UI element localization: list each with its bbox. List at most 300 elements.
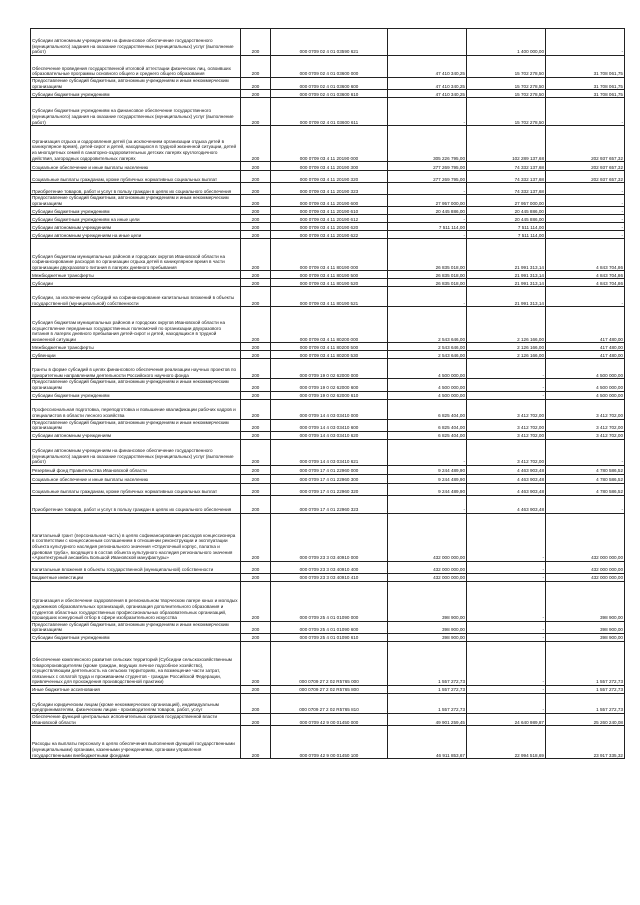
row-code-cell: 200 — [241, 693, 271, 713]
row-kbk-cell: 000 0709 03 4 11 80200 000 — [271, 307, 388, 343]
row-name-cell: Обеспечение проведения государственной итоговой аттестации физических лиц, освоивших образовательные программы основного общего и среднего общего образования — [31, 56, 241, 78]
row-remaining-cell: 23 917 335,32 — [546, 726, 625, 759]
row-approved-cell: - — [388, 439, 467, 465]
row-approved-cell — [388, 29, 467, 56]
table-row — [31, 419, 625, 431]
row-executed-cell: 15 702 278,50 — [467, 78, 546, 90]
row-executed-cell: 2 126 166,00 — [467, 307, 546, 343]
row-remaining-cell: 202 937 657,32 — [546, 126, 625, 162]
row-executed-cell: - — [467, 391, 546, 399]
row-kbk-cell: 000 0709 03 4 11 80190 000 — [271, 239, 388, 271]
row-executed-cell: 7 511 114,00 — [467, 223, 546, 231]
row-kbk-cell: 000 0709 03 4 11 80190 500 — [271, 271, 388, 279]
row-approved-cell: 277 269 795,00 — [388, 162, 467, 171]
row-executed-cell: - — [467, 573, 546, 581]
row-code-cell: 200 — [241, 351, 271, 359]
table-row — [31, 223, 625, 231]
row-name-cell: Иные бюджетные ассигнования — [31, 685, 241, 693]
row-name-cell: Организация и обеспечение оздоровления в региональном творческом лагере юных и молодых художников образовательных организаций, организация дополнительного образования и студентов областных государственных профессиональных образовательных организаций, прошедших конкурсный отбор в сфере изобразительного искусства — [31, 581, 241, 621]
row-kbk-cell: 000 0709 03 4 11 80190 520 — [271, 279, 388, 287]
row-executed-cell: 15 702 278,50 — [467, 56, 546, 78]
row-name-cell: Приобретение товаров, работ и услуг в пользу граждан в целях их социального обеспечения — [31, 183, 241, 195]
row-executed-cell: 20 445 886,00 — [467, 207, 546, 215]
row-code-cell: 200 — [241, 713, 271, 725]
row-name-cell: Субсидии — [31, 279, 241, 287]
row-kbk-cell: 000 0709 17 4 01 22960 320 — [271, 483, 388, 495]
table-row — [31, 162, 625, 171]
row-name-cell: Межбюджетные трансферты — [31, 271, 241, 279]
row-remaining-cell: 432 000 000,00 — [546, 513, 625, 561]
row-code-cell: 200 — [241, 633, 271, 641]
row-remaining-cell: 398 900,00 — [546, 633, 625, 641]
row-code-cell: 200 — [241, 439, 271, 465]
row-name-cell: Субсидии автономным учреждениям на иные цели — [31, 231, 241, 239]
table-row — [31, 271, 625, 279]
row-code-cell: 200 — [241, 279, 271, 287]
table-row — [31, 231, 625, 239]
row-kbk-cell: 000 0709 25 4 01 01090 600 — [271, 621, 388, 633]
table-row — [31, 359, 625, 379]
row-name-cell: Обеспечение комплексного развития сельских территорий (Субсидии сельскохозяйственным товаропроизводителям (кроме граждан, ведущих личное подсобное хозяйство), осуществляющим деятельность на сельских территориях, на возмещение части затрат, связанных с оплатой труда и проживанием студентов - граждан Российской Федерации, привлеченных для прохождения производственной практики) — [31, 641, 241, 685]
row-approved-cell: 432 000 000,00 — [388, 513, 467, 561]
row-executed-cell: 74 332 137,68 — [467, 162, 546, 171]
row-remaining-cell: - — [546, 439, 625, 465]
row-code-cell: 200 — [241, 183, 271, 195]
row-remaining-cell: 4 843 704,86 — [546, 279, 625, 287]
row-kbk-cell: 000 0709 27 2 02 R5765 810 — [271, 693, 388, 713]
row-code-cell: 200 — [241, 171, 271, 183]
row-remaining-cell: 1 557 272,73 — [546, 641, 625, 685]
row-approved-cell: 1 557 272,73 — [388, 641, 467, 685]
row-approved-cell: 9 244 489,90 — [388, 465, 467, 474]
row-remaining-cell: 3 412 702,00 — [546, 399, 625, 419]
row-executed-cell: 3 412 702,00 — [467, 431, 546, 439]
row-code-cell: 200 — [241, 495, 271, 513]
row-executed-cell: 4 463 903,48 — [467, 495, 546, 513]
row-remaining-cell: - — [546, 29, 625, 56]
row-code-cell: 200 — [241, 223, 271, 231]
row-kbk-cell: 000 0709 03 4 11 20190 320 — [271, 171, 388, 183]
row-remaining-cell: 417 480,00 — [546, 351, 625, 359]
table-row — [31, 465, 625, 474]
row-executed-cell: 102 289 137,68 — [467, 126, 546, 162]
row-approved-cell: 4 500 000,00 — [388, 359, 467, 379]
row-name-cell: Субсидии автономным учреждениям на финансовое обеспечение государственного (муниципального) задания на оказание государственных (муниципальных) услуг (выполнение работ) — [31, 439, 241, 465]
row-approved-cell: - — [388, 287, 467, 307]
row-approved-cell: 305 226 795,00 — [388, 126, 467, 162]
row-code-cell: 200 — [241, 29, 271, 56]
table-row — [31, 483, 625, 495]
table-row — [31, 513, 625, 561]
row-name-cell: Предоставление субсидий бюджетным, автономным учреждениям и иным некоммерческим организациям — [31, 195, 241, 207]
row-name-cell: Социальные выплаты гражданам, кроме публичных нормативных социальных выплат — [31, 483, 241, 495]
row-code-cell: 200 — [241, 207, 271, 215]
table-row — [31, 621, 625, 633]
row-kbk-cell: 000 0709 03 4 11 20190 300 — [271, 162, 388, 171]
row-code-cell: 200 — [241, 379, 271, 391]
row-name-cell: Предоставление субсидий бюджетным, автономным учреждениям и иным некоммерческим организациям — [31, 78, 241, 90]
row-approved-cell: 47 410 340,25 — [388, 90, 467, 98]
row-approved-cell: 1 557 272,73 — [388, 685, 467, 693]
row-executed-cell: - — [467, 641, 546, 685]
row-approved-cell: - — [388, 98, 467, 126]
row-remaining-cell: 398 900,00 — [546, 581, 625, 621]
row-approved-cell: 49 901 259,45 — [388, 713, 467, 725]
row-executed-cell: 21 991 313,14 — [467, 271, 546, 279]
row-kbk-cell: 000 0709 03 4 11 80200 530 — [271, 351, 388, 359]
row-remaining-cell: 31 708 061,75 — [546, 56, 625, 78]
row-name-cell: Бюджетные инвестиции — [31, 573, 241, 581]
row-executed-cell: 21 991 313,14 — [467, 239, 546, 271]
row-remaining-cell: 1 557 272,73 — [546, 693, 625, 713]
row-kbk-cell: 000 0709 27 2 02 R5765 000 — [271, 641, 388, 685]
row-code-cell: 200 — [241, 195, 271, 207]
table-row — [31, 685, 625, 693]
row-kbk-cell: 000 0709 03 4 11 20190 000 — [271, 126, 388, 162]
table-row — [31, 279, 625, 287]
budget-execution-table — [30, 28, 625, 759]
row-name-cell: Предоставление субсидий бюджетным, автономным учреждениям и иным некоммерческим организациям — [31, 419, 241, 431]
row-code-cell: 200 — [241, 271, 271, 279]
row-kbk-cell: 000 0709 02 4 01 03600 611 — [271, 98, 388, 126]
row-remaining-cell: - — [546, 215, 625, 223]
row-executed-cell: 15 702 278,50 — [467, 98, 546, 126]
row-kbk-cell: 000 0709 03 4 11 80200 500 — [271, 343, 388, 351]
row-kbk-cell: 000 0709 02 4 01 03600 600 — [271, 78, 388, 90]
row-kbk-cell: 000 0709 14 4 03 03410 600 — [271, 419, 388, 431]
table-row — [31, 239, 625, 271]
row-code-cell: 200 — [241, 90, 271, 98]
row-remaining-cell: 1 557 272,73 — [546, 685, 625, 693]
row-executed-cell: 1 400 000,00 — [467, 29, 546, 56]
row-kbk-cell: 000 0709 02 4 01 03590 621 — [271, 29, 388, 56]
row-remaining-cell: 4 500 000,00 — [546, 391, 625, 399]
row-approved-cell: - — [388, 183, 467, 195]
table-row — [31, 379, 625, 391]
table-row — [31, 307, 625, 343]
row-approved-cell: 9 244 489,90 — [388, 474, 467, 483]
row-name-cell: Резервный фонд Правительства Ивановской области — [31, 465, 241, 474]
row-name-cell: Субсидии автономным учреждениям — [31, 431, 241, 439]
table-row — [31, 693, 625, 713]
row-approved-cell: 6 825 404,00 — [388, 431, 467, 439]
row-executed-cell: 2 126 166,00 — [467, 343, 546, 351]
table-row — [31, 207, 625, 215]
row-executed-cell: 3 412 702,00 — [467, 419, 546, 431]
row-remaining-cell: 4 780 586,52 — [546, 483, 625, 495]
row-code-cell: 200 — [241, 419, 271, 431]
row-approved-cell: 20 445 886,00 — [388, 207, 467, 215]
row-kbk-cell: 000 0709 17 4 01 22960 323 — [271, 495, 388, 513]
row-approved-cell: - — [388, 215, 467, 223]
row-name-cell: Организация отдыха и оздоровления детей (за исключением организации отдыха детей в каникулярное время), детей-сирот и детей, находящихся в трудной жизненной ситуации, детей из многодетных семей в санаторно-оздоровительных детских лагерях круглогодичного действия, загородных оздоровительных лагерях — [31, 126, 241, 162]
row-remaining-cell: 4 500 000,00 — [546, 359, 625, 379]
table-row — [31, 573, 625, 581]
row-approved-cell: 7 511 114,00 — [388, 223, 467, 231]
row-remaining-cell: 4 780 586,52 — [546, 465, 625, 474]
row-approved-cell: - — [388, 231, 467, 239]
row-remaining-cell: - — [546, 207, 625, 215]
row-name-cell: Социальное обеспечение и иные выплаты населению — [31, 474, 241, 483]
table-row — [31, 90, 625, 98]
row-code-cell: 200 — [241, 231, 271, 239]
row-executed-cell: 74 332 137,68 — [467, 171, 546, 183]
row-remaining-cell: 398 900,00 — [546, 621, 625, 633]
row-remaining-cell: 417 480,00 — [546, 307, 625, 343]
row-remaining-cell: 4 843 704,86 — [546, 239, 625, 271]
row-executed-cell: - — [467, 685, 546, 693]
row-name-cell: Субсидии, за исключением субсидий на софинансирование капитальных вложений в объекты государственной (муниципальной) собственности — [31, 287, 241, 307]
row-executed-cell: 24 640 989,87 — [467, 713, 546, 725]
row-approved-cell: 27 957 000,00 — [388, 195, 467, 207]
row-executed-cell: 20 445 886,00 — [467, 215, 546, 223]
row-code-cell: 200 — [241, 359, 271, 379]
row-name-cell: Обеспечение функций центральных исполнительных органов государственной власти Ивановской области — [31, 713, 241, 725]
row-kbk-cell: 000 0709 03 4 11 20190 622 — [271, 231, 388, 239]
row-remaining-cell: 25 260 240,08 — [546, 713, 625, 725]
row-kbk-cell: 000 0709 03 4 11 20190 612 — [271, 215, 388, 223]
row-kbk-cell: 000 0709 25 4 01 01090 610 — [271, 633, 388, 641]
table-row — [31, 633, 625, 641]
table-row — [31, 641, 625, 685]
row-remaining-cell: 31 708 061,75 — [546, 90, 625, 98]
row-executed-cell: 15 702 278,50 — [467, 90, 546, 98]
row-kbk-cell: 000 0709 19 0 02 62000 000 — [271, 359, 388, 379]
row-remaining-cell: 202 937 657,32 — [546, 162, 625, 171]
row-executed-cell: 3 412 702,00 — [467, 439, 546, 465]
row-approved-cell: 9 244 489,90 — [388, 483, 467, 495]
row-approved-cell: 4 500 000,00 — [388, 379, 467, 391]
row-approved-cell: 398 900,00 — [388, 581, 467, 621]
row-code-cell: 200 — [241, 343, 271, 351]
row-code-cell: 200 — [241, 726, 271, 759]
row-name-cell: Капитальный грант (персональная часть) в целях софинансирования расходов концессионера в соответствии с концессионным соглашением в отношении реконструкции и эксплуатации объекта культурного наследия регионального значения «Отделочный корпус, палатка и древовая труба», входящего в состав объекта культурного наследия регионального значения «Архитектурный ансамбль Большой Ивановской мануфактуры» — [31, 513, 241, 561]
row-code-cell: 200 — [241, 56, 271, 78]
row-code-cell: 200 — [241, 162, 271, 171]
row-approved-cell: 26 835 018,00 — [388, 271, 467, 279]
row-name-cell: Приобретение товаров, работ и услуг в пользу граждан в целях их социального обеспечения — [31, 495, 241, 513]
row-kbk-cell: 000 0709 03 4 11 20190 620 — [271, 223, 388, 231]
table-row — [31, 98, 625, 126]
row-kbk-cell: 000 0709 27 2 02 R5765 800 — [271, 685, 388, 693]
row-executed-cell: - — [467, 379, 546, 391]
row-code-cell: 200 — [241, 483, 271, 495]
row-code-cell: 200 — [241, 474, 271, 483]
row-name-cell: Субсидии автономным учреждениям — [31, 223, 241, 231]
row-executed-cell: - — [467, 693, 546, 713]
row-code-cell: 200 — [241, 78, 271, 90]
row-executed-cell: 4 463 903,48 — [467, 465, 546, 474]
table-row — [31, 726, 625, 759]
row-kbk-cell: 000 0709 23 3 03 40910 410 — [271, 573, 388, 581]
row-code-cell: 200 — [241, 513, 271, 561]
row-code-cell: 200 — [241, 561, 271, 573]
row-kbk-cell: 000 0709 23 3 03 40910 000 — [271, 513, 388, 561]
row-executed-cell: 22 994 518,69 — [467, 726, 546, 759]
row-kbk-cell: 000 0709 14 4 03 03410 620 — [271, 431, 388, 439]
row-kbk-cell: 000 0709 03 4 11 20190 610 — [271, 207, 388, 215]
row-code-cell: 200 — [241, 685, 271, 693]
row-code-cell: 200 — [241, 287, 271, 307]
row-name-cell: Субсидии автономным учреждениям на финансовое обеспечение государственного (муниципального) задания на оказание государственных (муниципальных) услуг (выполнение работ) — [31, 29, 241, 56]
row-kbk-cell: 000 0709 23 3 03 40910 400 — [271, 561, 388, 573]
row-approved-cell: 277 269 795,00 — [388, 171, 467, 183]
row-executed-cell: 2 126 166,00 — [467, 351, 546, 359]
table-row — [31, 215, 625, 223]
row-kbk-cell: 000 0709 19 0 02 62000 600 — [271, 379, 388, 391]
row-approved-cell: 4 500 000,00 — [388, 391, 467, 399]
table-row — [31, 439, 625, 465]
row-remaining-cell: 4 780 586,52 — [546, 474, 625, 483]
row-name-cell: Субсидии бюджетным учреждениям на финансовое обеспечение государственного (муниципального) задания на оказание государственных (муниципальных) услуг (выполнение работ) — [31, 98, 241, 126]
row-executed-cell: - — [467, 513, 546, 561]
row-code-cell: 200 — [241, 621, 271, 633]
row-code-cell: 200 — [241, 399, 271, 419]
row-remaining-cell: 3 412 702,00 — [546, 419, 625, 431]
row-approved-cell: 26 835 018,00 — [388, 279, 467, 287]
row-approved-cell: 2 543 646,00 — [388, 307, 467, 343]
row-kbk-cell: 000 0709 14 4 03 03410 000 — [271, 399, 388, 419]
row-name-cell: Расходы на выплаты персоналу в целях обеспечения выполнения функций государственными (муниципальными) органами, казенными учреждениями, органами управления государственными внебюджетными фондами — [31, 726, 241, 759]
row-executed-cell: - — [467, 581, 546, 621]
row-approved-cell: 47 410 340,25 — [388, 78, 467, 90]
row-name-cell: Субсидии бюджетным учреждениям — [31, 90, 241, 98]
row-approved-cell: - — [388, 495, 467, 513]
table-row — [31, 183, 625, 195]
row-executed-cell: 7 511 114,00 — [467, 231, 546, 239]
row-kbk-cell: 000 0709 03 4 11 80190 521 — [271, 287, 388, 307]
row-kbk-cell: 000 0709 14 4 03 03410 621 — [271, 439, 388, 465]
table-row — [31, 126, 625, 162]
row-remaining-cell: - — [546, 287, 625, 307]
row-remaining-cell: - — [546, 183, 625, 195]
row-code-cell: 200 — [241, 126, 271, 162]
table-row — [31, 56, 625, 78]
table-row — [31, 495, 625, 513]
table-row — [31, 561, 625, 573]
row-code-cell: 200 — [241, 641, 271, 685]
row-executed-cell: - — [467, 621, 546, 633]
row-kbk-cell: 000 0709 19 0 02 62000 610 — [271, 391, 388, 399]
table-row — [31, 171, 625, 183]
row-approved-cell: 2 543 646,00 — [388, 343, 467, 351]
row-name-cell: Субсидия бюджетам муниципальных районов и городских округов Ивановской области на софинансирование расходов по организации отдыха детей в каникулярное время в части организации двухразового питания в лагерях дневного пребывания — [31, 239, 241, 271]
row-remaining-cell: - — [546, 195, 625, 207]
table-row — [31, 431, 625, 439]
row-executed-cell: - — [467, 561, 546, 573]
table-row — [31, 581, 625, 621]
row-executed-cell: 74 332 137,68 — [467, 183, 546, 195]
row-name-cell: Капитальные вложения в объекты государственной (муниципальной) собственности — [31, 561, 241, 573]
row-remaining-cell: 3 412 702,00 — [546, 431, 625, 439]
table-row — [31, 474, 625, 483]
row-approved-cell: 2 543 646,00 — [388, 351, 467, 359]
table-row — [31, 399, 625, 419]
table-row — [31, 343, 625, 351]
row-name-cell: Предоставление субсидий бюджетным, автономным учреждениям и иным некоммерческим организациям — [31, 379, 241, 391]
row-kbk-cell: 000 0709 42 9 00 01450 000 — [271, 713, 388, 725]
row-executed-cell: 21 991 313,14 — [467, 287, 546, 307]
row-remaining-cell: 4 843 704,86 — [546, 271, 625, 279]
row-code-cell: 200 — [241, 239, 271, 271]
row-kbk-cell: 000 0709 02 4 01 03600 610 — [271, 90, 388, 98]
row-code-cell: 200 — [241, 307, 271, 343]
row-executed-cell: 27 957 000,00 — [467, 195, 546, 207]
row-executed-cell: 3 412 702,00 — [467, 399, 546, 419]
row-executed-cell: - — [467, 633, 546, 641]
row-code-cell: 200 — [241, 391, 271, 399]
row-remaining-cell: 432 000 000,00 — [546, 573, 625, 581]
row-remaining-cell: - — [546, 231, 625, 239]
row-name-cell: Межбюджетные трансферты — [31, 343, 241, 351]
row-name-cell: Субсидии бюджетным учреждениям — [31, 207, 241, 215]
row-kbk-cell: 000 0709 03 4 11 20190 323 — [271, 183, 388, 195]
row-kbk-cell: 000 0709 02 4 01 03600 000 — [271, 56, 388, 78]
row-remaining-cell: - — [546, 495, 625, 513]
row-approved-cell: 6 825 404,00 — [388, 399, 467, 419]
row-approved-cell: 26 835 018,00 — [388, 239, 467, 271]
row-code-cell: 200 — [241, 431, 271, 439]
row-kbk-cell: 000 0709 03 4 11 20190 600 — [271, 195, 388, 207]
table-row — [31, 351, 625, 359]
table-row — [31, 195, 625, 207]
row-remaining-cell: 432 000 000,00 — [546, 561, 625, 573]
row-code-cell: 200 — [241, 215, 271, 223]
row-remaining-cell: 4 500 000,00 — [546, 379, 625, 391]
row-kbk-cell: 000 0709 25 4 01 01090 000 — [271, 581, 388, 621]
row-name-cell: Субсидии юридическим лицам (кроме некоммерческих организаций), индивидуальным предпринимателям, физическим лицам - производителям товаров, работ, услуг — [31, 693, 241, 713]
row-remaining-cell: - — [546, 98, 625, 126]
row-name-cell: Субсидии бюджетным учреждениям — [31, 633, 241, 641]
row-approved-cell: 398 900,00 — [388, 633, 467, 641]
row-executed-cell: 4 463 903,48 — [467, 474, 546, 483]
row-approved-cell: 432 000 000,00 — [388, 561, 467, 573]
row-name-cell: Субсидия бюджетам муниципальных районов и городских округов Ивановской области на осуществление переданных государственных полномочий по организации двухразового питания в лагерях дневного пребывания детей-сирот и детей, находящихся в трудной жизненной ситуации — [31, 307, 241, 343]
row-approved-cell: 46 911 853,67 — [388, 726, 467, 759]
row-name-cell: Гранты в форме субсидий в целях финансового обеспечения реализации научных проектов по приоритетным направлениям деятельности Российского научного фонда — [31, 359, 241, 379]
row-remaining-cell: 417 480,00 — [546, 343, 625, 351]
row-name-cell: Социальные выплаты гражданам, кроме публичных нормативных социальных выплат — [31, 171, 241, 183]
row-code-cell: 200 — [241, 98, 271, 126]
row-kbk-cell: 000 0709 17 4 01 22960 300 — [271, 474, 388, 483]
row-name-cell: Субсидии бюджетным учреждениям на иные цели — [31, 215, 241, 223]
row-kbk-cell: 000 0709 42 9 00 01450 100 — [271, 726, 388, 759]
row-remaining-cell: - — [546, 223, 625, 231]
row-name-cell: Социальное обеспечение и иные выплаты населению — [31, 162, 241, 171]
row-executed-cell: - — [467, 359, 546, 379]
row-remaining-cell: 31 708 061,75 — [546, 78, 625, 90]
table-row — [31, 29, 625, 56]
row-executed-cell: 21 991 313,14 — [467, 279, 546, 287]
table-row — [31, 78, 625, 90]
table-row — [31, 391, 625, 399]
row-name-cell: Профессиональная подготовка, переподготовка и повышение квалификации рабочих кадров и специалистов в области лесного хозяйства — [31, 399, 241, 419]
row-approved-cell: 6 825 404,00 — [388, 419, 467, 431]
table-row — [31, 287, 625, 307]
row-name-cell: Субсидии бюджетным учреждениям — [31, 391, 241, 399]
row-approved-cell: 47 410 340,25 — [388, 56, 467, 78]
row-remaining-cell: 202 937 657,32 — [546, 171, 625, 183]
table-row — [31, 713, 625, 725]
row-name-cell: Субвенции — [31, 351, 241, 359]
row-code-cell: 200 — [241, 465, 271, 474]
row-approved-cell: 1 557 272,73 — [388, 693, 467, 713]
row-name-cell: Предоставление субсидий бюджетным, автономным учреждениям и иным некоммерческим организациям — [31, 621, 241, 633]
row-approved-cell: 432 000 000,00 — [388, 573, 467, 581]
row-approved-cell: 398 900,00 — [388, 621, 467, 633]
row-executed-cell: 4 463 903,48 — [467, 483, 546, 495]
row-code-cell: 200 — [241, 581, 271, 621]
